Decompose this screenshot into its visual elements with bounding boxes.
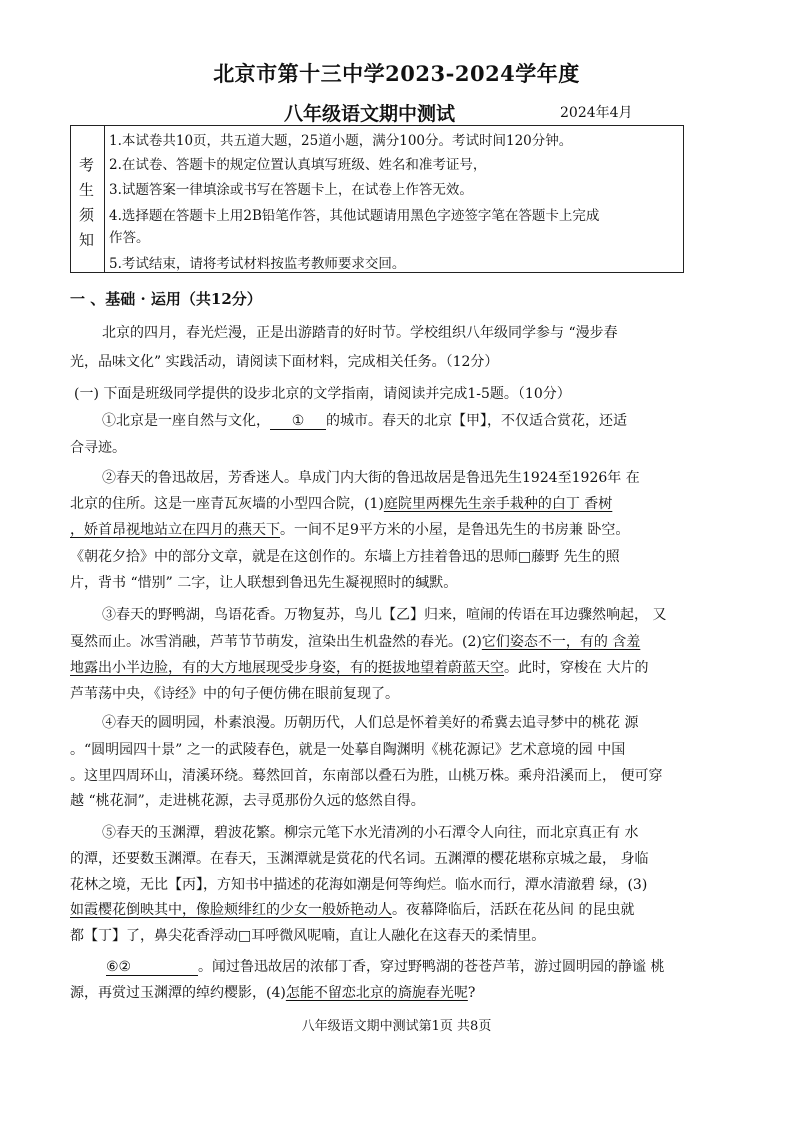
notice-item: 3.试题答案一律填涂或书写在答题卡上，在试卷上作答无效。 (109, 182, 473, 198)
notice-side-char: 考 (79, 156, 95, 174)
notice-item: 1.本试卷共10页，共五道大题，25道小题，满分100分。考试时间120分钟。 (109, 133, 573, 149)
passage-line (70, 519, 629, 539)
passage-text: ? (467, 985, 476, 1001)
underlined-sentence-2-cont: 地露出小半边脸，有的大方地展现受步身姿，有的挺拔地望着蔚蓝天空 (70, 660, 504, 676)
passage-text: 。闻过鲁迅故居的浓郁丁香，穿过野鸭湖的苍苍芦苇，游过圆明园的静谧 桃 (198, 959, 665, 975)
notice-side-char: 生 (79, 181, 95, 199)
section-intro-line: 北京的四月，春光烂漫，正是出游踏青的好时节。学校组织八年级同学参与 “漫步春 (102, 325, 618, 341)
subsection-heading: (一) 下面是班级同学提供的设步北京的文学指南，请阅读并完成1-5题。（10分） (74, 386, 571, 402)
passage-text: 的城市。春天的北京【甲】，不仅适合赏花，还适 (326, 413, 627, 429)
notice-side-label (71, 126, 105, 272)
passage-text: 。此时，穿梭在 大片的 (504, 660, 649, 676)
passage-line: ②春天的鲁迅故居，芳香迷人。阜成门内大街的鲁迅故居是鲁迅先生1924至1926年 在 (102, 470, 640, 486)
section-heading: 一 、基础 · 运用（共12分） (70, 290, 262, 308)
notice-side-char: 须 (79, 206, 95, 224)
passage-text: 源，再赏过玉渊潭的绰约樱影，(4) (70, 985, 286, 1001)
passage-line (70, 982, 475, 1002)
exam-notice-box (70, 125, 684, 273)
section-intro-line: 光，品味文化” 实践活动，请阅读下面材料，完成相关任务。（12分） (70, 354, 499, 370)
passage-line: 花林之境，无比【丙】，方知书中描述的花海如潮是何等绚烂。临水而行，潭水清澈碧 绿，(3) (70, 877, 648, 893)
exam-title: 北京市第十三中学2023-2024学年度 (213, 61, 580, 86)
passage-line (70, 657, 648, 677)
page-footer: 八年级语文期中测试第1页 共8页 (301, 1019, 492, 1034)
underlined-sentence-2: 它们姿态不一，有的 含羞 (481, 634, 641, 650)
passage-line: 的潭，还要数玉渊潭。在春天，玉渊潭就是赏花的代名词。五渊潭的樱花堪称京城之最， 身临 (70, 851, 649, 867)
notice-item: 5.考试结束，请将考试材料按监考教师要求交回。 (109, 256, 406, 272)
passage-line: 都【丁】了，鼻尖花香浮动□耳呼微风呢喃，直让人融化在这春天的柔情里。 (70, 928, 546, 944)
passage-text: 北京的住所。这是一座青瓦灰墙的小型四合院，(1) (70, 496, 384, 512)
passage-line: 。“圆明园四十景” 之一的武陵春色，就是一处摹自陶渊明《桃花源记》艺术意境的园 中国 (70, 742, 626, 758)
notice-item: 4.选择题在答题卡上用2B铅笔作答，其他试题请用黑色字迹签字笔在答题卡上完成 (109, 208, 600, 224)
passage-line: 越 “桃花洞”，走进桃花源，去寻觅那份久远的悠然自得。 (70, 793, 425, 809)
passage-line (106, 956, 664, 976)
notice-item: 作答。 (109, 230, 150, 246)
underlined-sentence-3: 如霞樱花倒映其中，像脸颊绯红的少女一般娇艳动人 (70, 902, 392, 918)
passage-line: ④春天的圆明园，朴素浪漫。历朝历代，人们总是怀着美好的希冀去追寻梦中的桃花 源 (102, 715, 639, 731)
exam-date: 2024年4月 (560, 105, 633, 121)
passage-line (70, 631, 640, 651)
fill-blank-2: ⑥② (106, 959, 198, 976)
fill-blank-1: ① (270, 413, 326, 430)
passage-line: 合寻迹。 (70, 440, 126, 456)
notice-item: 2.在试卷、答题卡的规定位置认真填写班级、姓名和准考证号， (109, 157, 487, 173)
passage-text: 。夜幕降临后，活跃在花丛间 的昆虫就 (392, 902, 635, 918)
passage-line (70, 493, 612, 513)
passage-text: 戛然而止。冰雪消融，芦苇节节萌发，渲染出生机盎然的春光。(2) (70, 634, 482, 650)
passage-line: 片，背书 “惜别” 二字，让人联想到鲁迅先生凝视照时的缄默。 (70, 575, 458, 591)
passage-line: ⑤春天的玉渊潭，碧波花繁。柳宗元笔下水光清冽的小石潭令人向往，而北京真正有 水 (102, 825, 639, 841)
notice-side-char: 知 (79, 231, 95, 249)
passage-line: 芦苇荡中央，《诗经》中的句子便仿佛在眼前复现了。 (70, 686, 399, 702)
passage-text: ①北京是一座自然与文化， (102, 413, 270, 429)
passage-line: 。这里四周环山，清溪环绕。蓦然回首，东南部以叠石为胜，山桃万株。乘舟沿溪而上， 便可穿 (70, 768, 663, 784)
passage-line (102, 410, 627, 430)
passage-text: 。一间不足9平方米的小屋，是鲁迅先生的书房兼 卧空。 (280, 522, 630, 538)
passage-line (70, 899, 634, 919)
passage-line: ③春天的野鸭湖，鸟语花香。万物复苏，鸟儿【乙】归来，喧闹的传语在耳边骤然响起， 又 (102, 607, 667, 623)
underlined-sentence-4: 怎能不留恋北京的旖旎春光呢 (285, 985, 468, 1001)
exam-subtitle: 八年级语文期中测试 (284, 103, 456, 125)
underlined-sentence-1: 庭院里两棵先生亲手栽种的白丁 香树 (383, 496, 613, 512)
underlined-sentence-1-cont: ，娇首昂视地站立在四月的燕天下 (70, 522, 280, 538)
passage-line: 《朝花夕拾》中的部分文章，就是在这创作的。东墙上方挂着鲁迅的思师□藤野 先生的照 (70, 549, 620, 565)
